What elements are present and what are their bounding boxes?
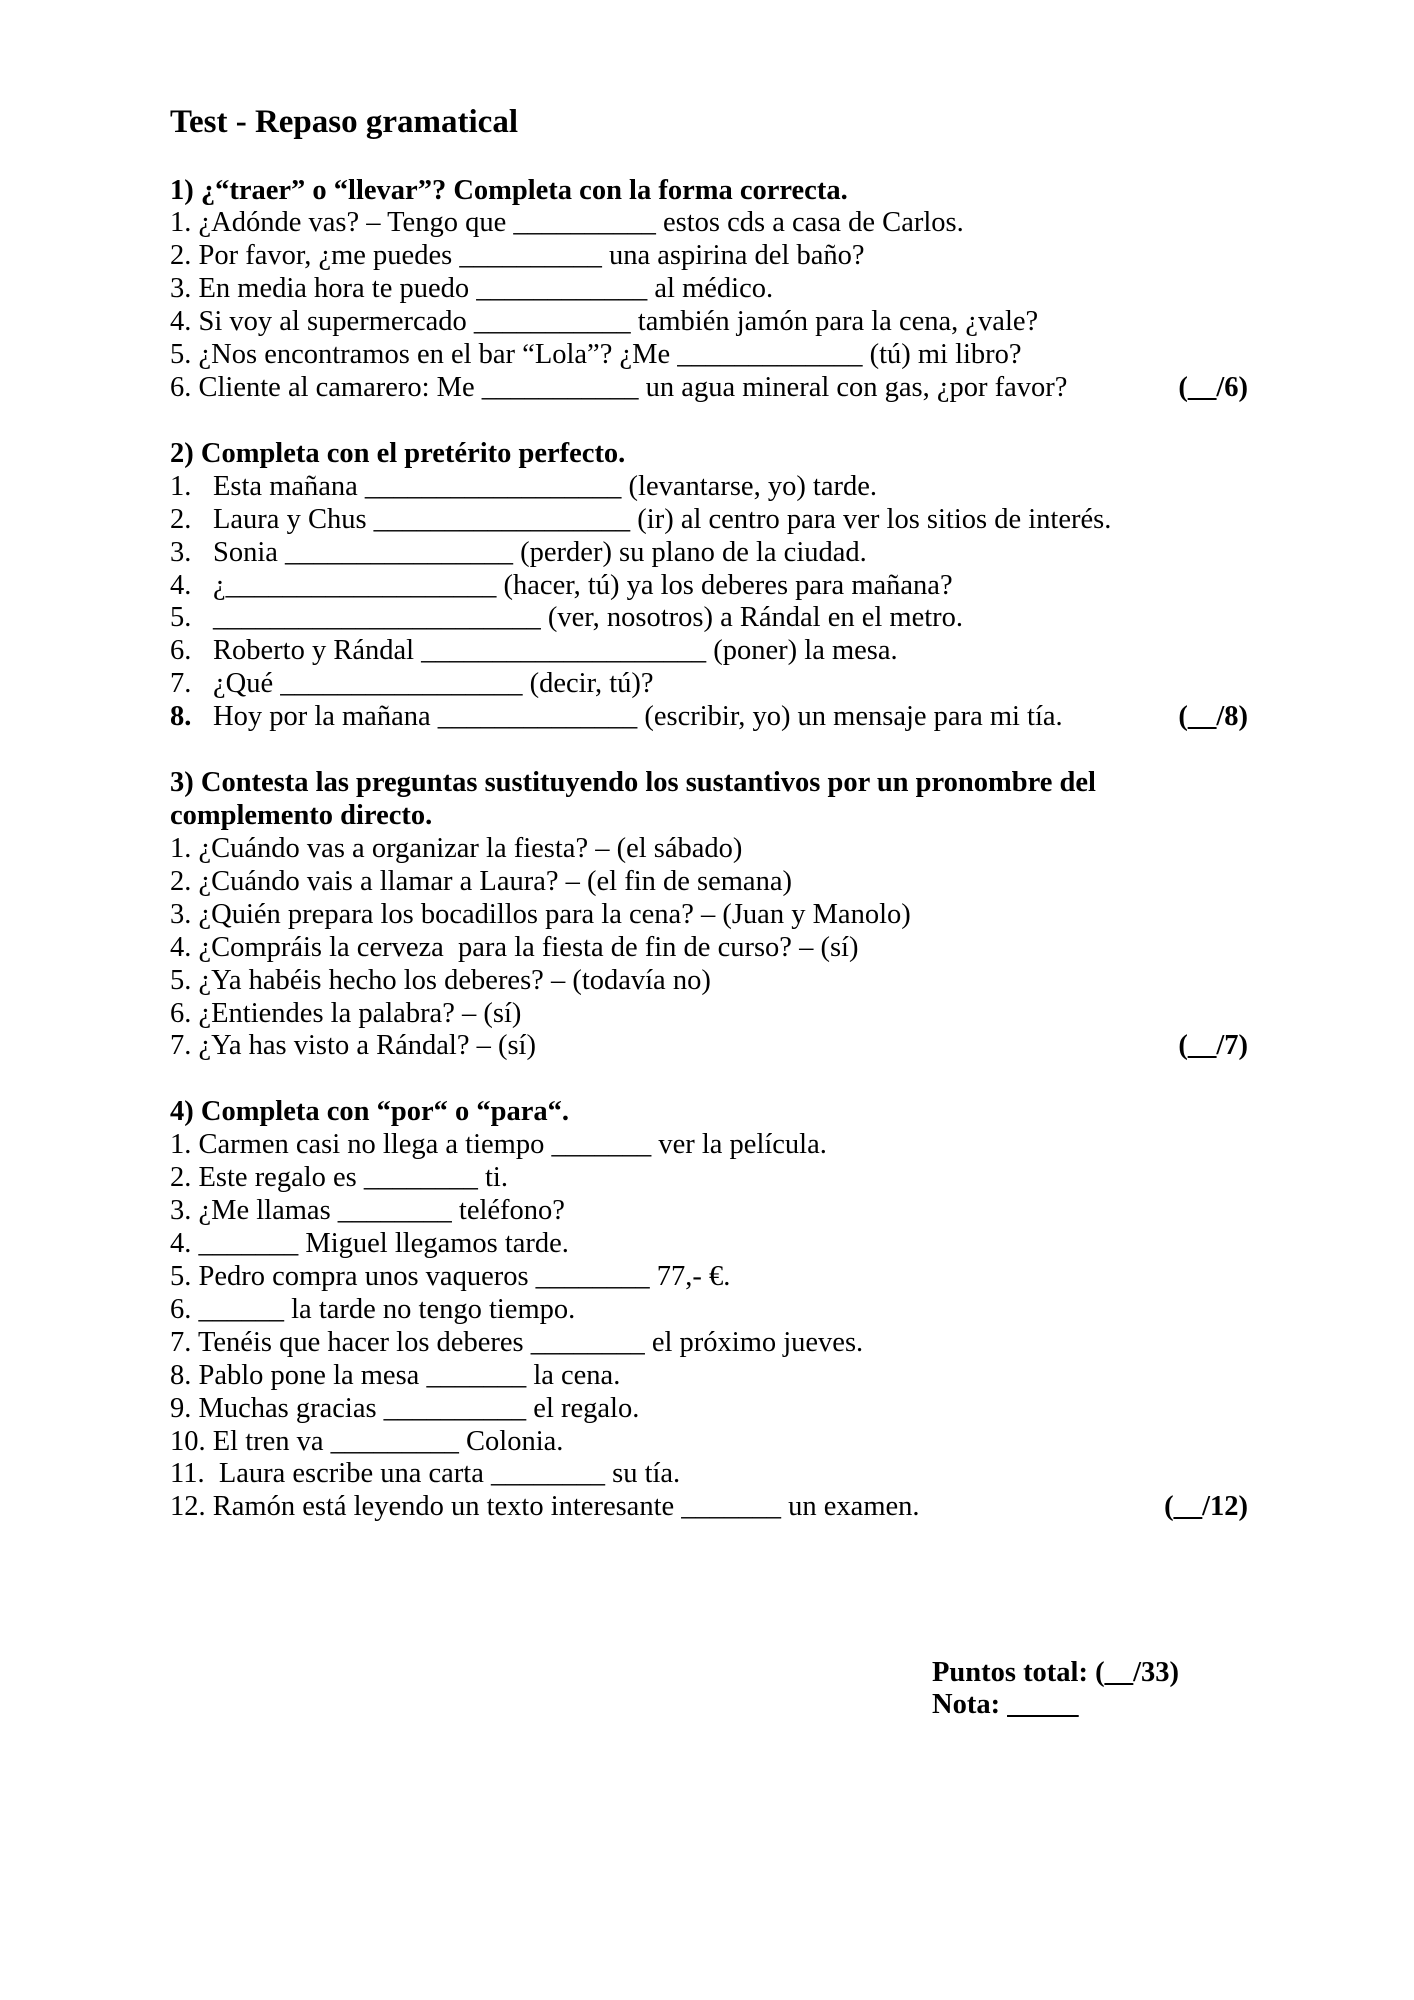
list-item — [170, 306, 1248, 339]
item-text: Esta mañana __________________ (levantarse, yo) tarde. — [213, 470, 878, 502]
item-text: 12. Ramón está leyendo un texto interesante _______ un examen. — [170, 1491, 920, 1523]
list-item — [170, 1261, 1248, 1294]
list-item — [170, 998, 1248, 1031]
item-number: 5. — [170, 602, 192, 634]
score-box: (__/12) — [1164, 1491, 1248, 1523]
item-text: 4. ¿Compráis la cerveza para la fiesta de fin de curso? – (sí) — [170, 931, 859, 963]
section-heading — [170, 767, 1248, 800]
grade-text: Nota: _____ — [932, 1689, 1079, 1721]
section-heading — [170, 1096, 1248, 1129]
score-box: (__/7) — [1178, 1030, 1248, 1062]
list-item — [170, 899, 1248, 932]
spacer — [170, 405, 1248, 438]
list-item — [170, 1327, 1248, 1360]
page-title: Test - Repaso gramatical — [170, 104, 518, 140]
item-text: 5. ¿Ya habéis hecho los deberes? – (todavía no) — [170, 964, 711, 996]
item-text: ¿___________________ (hacer, tú) ya los deberes para mañana? — [213, 569, 953, 601]
item-text: ¿Qué _________________ (decir, tú)? — [213, 668, 654, 700]
item-text: 4. Si voy al supermercado ___________ también jamón para la cena, ¿vale? — [170, 306, 1039, 338]
section-heading-text: 4) Completa con “por“ o “para“. — [170, 1096, 569, 1128]
item-text: 3. En media hora te puedo ____________ al médico. — [170, 273, 774, 305]
section-heading-text: 3) Contesta las preguntas sustituyendo los sustantivos por un pronombre del — [170, 767, 1096, 799]
list-item — [170, 207, 1248, 240]
item-number: 3. — [170, 536, 192, 568]
list-item — [170, 932, 1248, 965]
spacer — [170, 734, 1248, 767]
list-item — [170, 570, 1248, 603]
section-heading-text: 2) Completa con el pretérito perfecto. — [170, 437, 626, 469]
item-text: 5. ¿Nos encontramos en el bar “Lola”? ¿Me _____________ (tú) mi libro? — [170, 339, 1022, 371]
list-item — [170, 965, 1248, 998]
list-item — [170, 833, 1248, 866]
section-heading-text: 1) ¿“traer” o “llevar”? Completa con la forma correcta. — [170, 174, 848, 206]
item-text: 5. Pedro compra unos vaqueros ________ 77,- €. — [170, 1260, 731, 1292]
item-number: 7. — [170, 668, 192, 700]
list-item — [170, 1129, 1248, 1162]
section-heading-text: complemento directo. — [170, 800, 433, 832]
item-text: 6. Cliente al camarero: Me ___________ un agua mineral con gas, ¿por favor? — [170, 372, 1068, 404]
item-text: Laura y Chus __________________ (ir) al centro para ver los sitios de interés. — [213, 503, 1112, 535]
item-text: 1. Carmen casi no llega a tiempo _______ ver la película. — [170, 1129, 827, 1161]
item-text: 11. Laura escribe una carta ________ su tía. — [170, 1458, 681, 1490]
item-number: 6. — [170, 635, 192, 667]
item-text: 2. Este regalo es ________ ti. — [170, 1162, 508, 1194]
score-summary — [932, 1657, 1179, 1723]
list-item — [170, 273, 1248, 306]
item-text: 6. ¿Entiendes la palabra? – (sí) — [170, 997, 522, 1029]
list-item — [170, 537, 1248, 570]
list-item — [170, 1228, 1248, 1261]
spacer — [170, 1063, 1248, 1096]
list-item — [170, 504, 1248, 537]
section-heading — [170, 438, 1248, 471]
item-text: Roberto y Rándal ____________________ (poner) la mesa. — [213, 635, 898, 667]
list-item — [170, 372, 1248, 405]
item-text: Hoy por la mañana ______________ (escribir, yo) un mensaje para mi tía. — [213, 701, 1063, 733]
item-text: 10. El tren va _________ Colonia. — [170, 1425, 564, 1457]
list-item — [170, 866, 1248, 899]
item-text: 9. Muchas gracias __________ el regalo. — [170, 1392, 640, 1424]
item-text: 1. ¿Adónde vas? – Tengo que __________ estos cds a casa de Carlos. — [170, 207, 964, 239]
list-item — [170, 701, 1248, 734]
item-text: 2. ¿Cuándo vais a llamar a Laura? – (el fin de semana) — [170, 865, 792, 897]
item-number: 8. — [170, 701, 192, 733]
list-item — [170, 1195, 1248, 1228]
list-item — [170, 1030, 1248, 1063]
item-text: 2. Por favor, ¿me puedes __________ una aspirina del baño? — [170, 240, 865, 272]
item-text: Sonia ________________ (perder) su plano de la ciudad. — [213, 536, 867, 568]
list-item — [170, 1294, 1248, 1327]
item-number: 2. — [170, 503, 192, 535]
list-item — [170, 1393, 1248, 1426]
list-item — [170, 1162, 1248, 1195]
list-item — [170, 471, 1248, 504]
list-item — [170, 1458, 1248, 1491]
list-item — [170, 602, 1248, 635]
worksheet-body — [170, 175, 1248, 1525]
item-text: 3. ¿Quién prepara los bocadillos para la cena? – (Juan y Manolo) — [170, 898, 911, 930]
total-points — [932, 1657, 1179, 1690]
section-heading — [170, 175, 1248, 208]
item-text: 1. ¿Cuándo vas a organizar la fiesta? – (el sábado) — [170, 832, 743, 864]
list-item — [170, 1426, 1248, 1459]
list-item — [170, 635, 1248, 668]
grade-field — [932, 1689, 1179, 1722]
list-item — [170, 1360, 1248, 1393]
item-text: 7. Tenéis que hacer los deberes ________ el próximo jueves. — [170, 1326, 864, 1358]
score-box: (__/8) — [1178, 701, 1248, 733]
total-points-text: Puntos total: (__/33) — [932, 1656, 1179, 1688]
section-heading-continued — [170, 800, 1248, 833]
item-text: 7. ¿Ya has visto a Rándal? – (sí) — [170, 1030, 536, 1062]
item-text: 8. Pablo pone la mesa _______ la cena. — [170, 1359, 621, 1391]
list-item — [170, 240, 1248, 273]
item-text: _______________________ (ver, nosotros) a Rándal en el metro. — [213, 602, 964, 634]
score-box: (__/6) — [1178, 372, 1248, 404]
list-item — [170, 339, 1248, 372]
item-text: 3. ¿Me llamas ________ teléfono? — [170, 1195, 565, 1227]
list-item — [170, 1491, 1248, 1524]
list-item — [170, 668, 1248, 701]
item-number: 4. — [170, 569, 192, 601]
item-number: 1. — [170, 470, 192, 502]
item-text: 6. ______ la tarde no tengo tiempo. — [170, 1293, 576, 1325]
item-text: 4. _______ Miguel llegamos tarde. — [170, 1228, 569, 1259]
